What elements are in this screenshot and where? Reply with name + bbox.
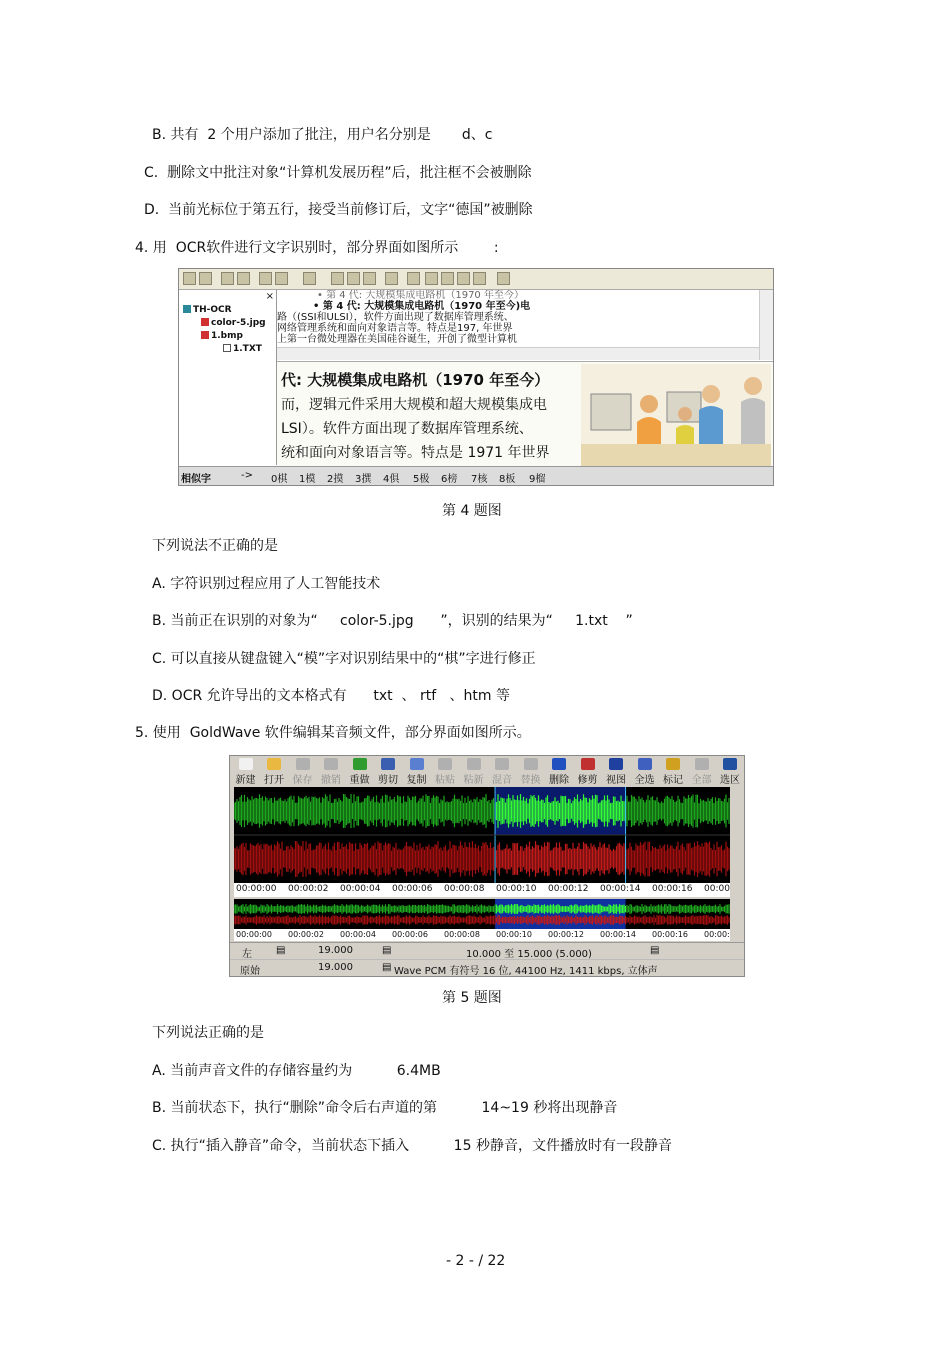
ruler-tick-label: 00:00:02 bbox=[288, 884, 329, 894]
q5-option-b: B. 当前状态下，执行“删除”命令后右声道的第 14~19 秒将出现静音 bbox=[152, 1100, 618, 1116]
toolbar-label: 全选 bbox=[634, 775, 655, 786]
toolbar-label: 修剪 bbox=[577, 775, 598, 786]
toolbar-icon bbox=[524, 758, 538, 770]
toolbar-icon bbox=[666, 758, 680, 770]
option-c: C. 删除文中批注对象“计算机发展历程”后，批注框不会被删除 bbox=[144, 165, 532, 181]
source-image-pane: 代: 大规模集成电路机（1970 年至今） 而，逻辑元件采用大规模和超大规模集成电 LSI）。软件方面出现了数据库管理系统、 统和面向对象语言等。特点是 1971 年世界 bbox=[277, 361, 773, 468]
paste-icon[interactable] bbox=[363, 272, 376, 285]
toolbar-button-14[interactable] bbox=[631, 757, 658, 785]
toolbar-icon bbox=[581, 758, 595, 770]
waveform-view[interactable] bbox=[234, 787, 730, 883]
toolbar-label: 撤销 bbox=[321, 775, 341, 786]
toolbar-button-3[interactable] bbox=[318, 757, 345, 785]
ruler-tick-label: 00:00:04 bbox=[340, 884, 381, 894]
ruler-tick-label: 00:00:12 bbox=[548, 930, 584, 939]
ocr-toolbar bbox=[179, 269, 773, 290]
figure-4-caption: 第 4 题图 bbox=[442, 503, 502, 519]
toolbar-label: 删除 bbox=[549, 775, 569, 786]
candidate-char[interactable]: 4俱 bbox=[383, 474, 400, 485]
toolbar-icon bbox=[324, 758, 338, 770]
font-size-icon[interactable] bbox=[441, 272, 454, 285]
q5-option-a: A. 当前声音文件的存储容量约为 6.4MB bbox=[152, 1063, 441, 1079]
q5-option-c: C. 执行“插入静音”命令，当前状态下插入 15 秒静音，文件播放时有一段静音 bbox=[152, 1138, 672, 1154]
scan-icon[interactable] bbox=[237, 272, 250, 285]
dropdown-icon[interactable] bbox=[275, 272, 288, 285]
office-illustration bbox=[581, 364, 771, 468]
fullscreen-icon[interactable] bbox=[473, 272, 486, 285]
recognize-icon[interactable] bbox=[259, 272, 272, 285]
toolbar-label: 标记 bbox=[663, 775, 683, 786]
toolbar-icon bbox=[609, 758, 623, 770]
toolbar-button-17[interactable] bbox=[717, 757, 744, 785]
question-4: 4. 用 OCR软件进行文字识别时，部分界面如图所示 : bbox=[135, 240, 499, 256]
cut-icon[interactable] bbox=[331, 272, 344, 285]
image-file-icon bbox=[201, 318, 209, 326]
toolbar-button-9[interactable] bbox=[489, 757, 516, 785]
toolbar-label: 新建 bbox=[235, 775, 256, 786]
toolbar-label: 替换 bbox=[520, 775, 541, 786]
recognized-text[interactable]: • 第 4 代: 大规模集成电路机（1970 年至今） • 第 4 代: 大规模集成电路机（1970 年至今)电 路（(SSI和ULSI），软件方面出现了数据库管理系统、 网络管理系统和面向对象语言等。特点是197, 年世界 上第一台微处理器在美国硅谷诞生，开创了微型计算机 bbox=[277, 290, 531, 345]
time-ruler bbox=[234, 883, 730, 897]
ruler-tick-label: 00:00: bbox=[704, 930, 730, 939]
toolbar-icon bbox=[410, 758, 424, 770]
candidate-char[interactable]: 2摸 bbox=[327, 474, 344, 485]
horizontal-scrollbar[interactable] bbox=[277, 347, 759, 360]
tree-item-color5[interactable]: color-5.jpg bbox=[201, 318, 266, 328]
toolbar-button-11[interactable] bbox=[546, 757, 573, 785]
figure-5-caption: 第 5 题图 bbox=[442, 990, 502, 1006]
q4-option-c: C. 可以直接从键盘键入“模”字对识别结果中的“棋”字进行修正 bbox=[152, 651, 536, 667]
q4-option-b: B. 当前正在识别的对象为“ color-5.jpg ”，识别的结果为“ 1.txt ” bbox=[152, 613, 633, 629]
toolbar-icon bbox=[638, 758, 652, 770]
ruler-tick-label: 00:00:16 bbox=[652, 884, 693, 894]
export-icon[interactable] bbox=[303, 272, 316, 285]
candidate-char[interactable]: 0棋 bbox=[271, 474, 288, 485]
question-4-prompt: 下列说法不正确的是 bbox=[152, 538, 278, 554]
ruler-tick-label: 00:00:14 bbox=[600, 930, 636, 939]
toolbar-label: 混音 bbox=[492, 775, 512, 786]
toolbar-icon bbox=[381, 758, 395, 770]
tree-item-txt[interactable]: 1.TXT bbox=[223, 344, 262, 354]
folder-icon bbox=[183, 305, 191, 313]
tree-item-bmp[interactable]: 1.bmp bbox=[201, 331, 243, 341]
page-number: - 2 - / 22 bbox=[446, 1253, 506, 1269]
toolbar-button-10[interactable] bbox=[517, 757, 544, 785]
find-icon[interactable] bbox=[407, 272, 420, 285]
toolbar-label: 重做 bbox=[349, 775, 370, 786]
save-icon[interactable] bbox=[199, 272, 212, 285]
toolbar-label: 复制 bbox=[406, 775, 427, 786]
toolbar-button-2[interactable] bbox=[289, 757, 316, 785]
info-icon: ▤ bbox=[382, 945, 392, 956]
toolbar-button-8[interactable] bbox=[460, 757, 487, 785]
goldwave-screenshot bbox=[229, 755, 745, 977]
question-5-prompt: 下列说法正确的是 bbox=[152, 1025, 264, 1041]
candidate-char[interactable]: 3撰 bbox=[355, 474, 372, 485]
candidate-char[interactable]: 6榜 bbox=[441, 474, 458, 485]
ruler-tick-label: 00:00:06 bbox=[392, 884, 433, 894]
ruler-tick-label: 00:00:12 bbox=[548, 884, 589, 894]
toolbar-icon bbox=[353, 758, 367, 770]
toolbar-button-5[interactable] bbox=[375, 757, 402, 785]
toolbar-icon bbox=[552, 758, 566, 770]
toolbar-icon bbox=[695, 758, 709, 770]
candidate-char[interactable]: 5极 bbox=[413, 474, 430, 485]
toolbar-label: 剪切 bbox=[378, 775, 398, 786]
ruler-tick-label: 00:00:00 bbox=[236, 884, 277, 894]
toolbar-button-6[interactable] bbox=[403, 757, 430, 785]
candidate-char[interactable]: 1模 bbox=[299, 474, 316, 485]
toolbar-button-1[interactable] bbox=[261, 757, 288, 785]
candidate-char[interactable]: 9榴 bbox=[529, 474, 546, 485]
help-icon[interactable] bbox=[497, 272, 510, 285]
info-icon: ▤ bbox=[650, 945, 660, 956]
copy-icon[interactable] bbox=[347, 272, 360, 285]
toolbar-label: 粘新 bbox=[463, 775, 484, 786]
undo-icon[interactable] bbox=[385, 272, 398, 285]
toolbar-label: 选区 bbox=[720, 775, 740, 786]
toolbar-label: 粘贴 bbox=[435, 775, 455, 786]
ruler-tick-label: 00:00:06 bbox=[392, 930, 428, 939]
ruler-tick-label: 00:00 bbox=[704, 884, 730, 894]
info-icon: ▤ bbox=[276, 945, 286, 956]
ocr-screenshot bbox=[178, 268, 774, 486]
overview-waveform[interactable] bbox=[234, 899, 730, 929]
toolbar-button-7[interactable] bbox=[432, 757, 459, 785]
toolbar-icon bbox=[239, 758, 253, 770]
toolbar-icon bbox=[296, 758, 310, 770]
ruler-tick-label: 00:00:16 bbox=[652, 930, 688, 939]
toolbar-icon bbox=[723, 758, 737, 770]
toolbar-button-4[interactable] bbox=[346, 757, 373, 785]
close-pane-icon[interactable]: × bbox=[265, 291, 274, 302]
file-tree bbox=[179, 290, 277, 465]
info-icon: ▤ bbox=[382, 962, 392, 973]
ruler-tick-label: 00:00:10 bbox=[496, 884, 537, 894]
status-row-1: 左 ▤ 19.000 ▤ 10.000 至 15.000 (5.000) ▤ bbox=[230, 942, 744, 959]
toolbar-icon bbox=[267, 758, 281, 770]
print-icon[interactable] bbox=[221, 272, 234, 285]
option-b: B. 共有 2 个用户添加了批注，用户名分别是 d、c bbox=[152, 127, 493, 143]
abc-icon[interactable] bbox=[457, 272, 470, 285]
toolbar-label: 保存 bbox=[292, 775, 313, 786]
toolbar-label: 全部 bbox=[691, 775, 712, 786]
toolbar-button-0[interactable] bbox=[232, 757, 259, 785]
toolbar-label: 打开 bbox=[264, 775, 284, 786]
image-file-icon bbox=[201, 331, 209, 339]
open-icon[interactable] bbox=[183, 272, 196, 285]
q4-option-d: D. OCR 允许导出的文本格式有 txt 、 rtf 、htm 等 bbox=[152, 688, 510, 704]
overview-selection bbox=[495, 899, 626, 929]
ruler-tick-label: 00:00:02 bbox=[288, 930, 324, 939]
toolbar-icon bbox=[467, 758, 481, 770]
toolbar-icon bbox=[495, 758, 509, 770]
ruler-tick-label: 00:00:10 bbox=[496, 930, 532, 939]
status-row-2: 原始 19.000 ▤ Wave PCM 有符号 16 位, 44100 Hz, 1411 kbps, 立体声 bbox=[230, 959, 744, 976]
toolbar-label: 视图 bbox=[606, 775, 626, 786]
candidate-char[interactable]: 8板 bbox=[499, 474, 516, 485]
q4-option-a: A. 字符识别过程应用了人工智能技术 bbox=[152, 576, 381, 592]
toolbar-button-13[interactable] bbox=[603, 757, 630, 785]
ruler-tick-label: 00:00:14 bbox=[600, 884, 641, 894]
similar-char-bar: 相似字 -> 0棋 1模 2摸 3撰 4俱 5极 6榜 7核 8板 9榴 bbox=[179, 466, 773, 486]
tree-root[interactable]: TH-OCR bbox=[183, 305, 232, 315]
option-d: D. 当前光标位于第五行，接受当前修订后，文字“德国”被删除 bbox=[144, 202, 533, 218]
toolbar-button-12[interactable] bbox=[574, 757, 601, 785]
question-5: 5. 使用 GoldWave 软件编辑某音频文件，部分界面如图所示。 bbox=[135, 725, 531, 741]
ruler-tick-label: 00:00:04 bbox=[340, 930, 376, 939]
toolbar-icon bbox=[438, 758, 452, 770]
ruler-tick-label: 00:00:00 bbox=[236, 930, 272, 939]
font-icon[interactable] bbox=[425, 272, 438, 285]
toolbar-button-15[interactable] bbox=[660, 757, 687, 785]
overview-ruler bbox=[234, 929, 730, 941]
toolbar-button-16[interactable] bbox=[688, 757, 715, 785]
ruler-tick-label: 00:00:08 bbox=[444, 884, 485, 894]
ruler-tick-label: 00:00:08 bbox=[444, 930, 480, 939]
text-file-icon bbox=[223, 344, 231, 352]
vertical-scrollbar[interactable] bbox=[759, 290, 773, 360]
candidate-char[interactable]: 7核 bbox=[471, 474, 488, 485]
